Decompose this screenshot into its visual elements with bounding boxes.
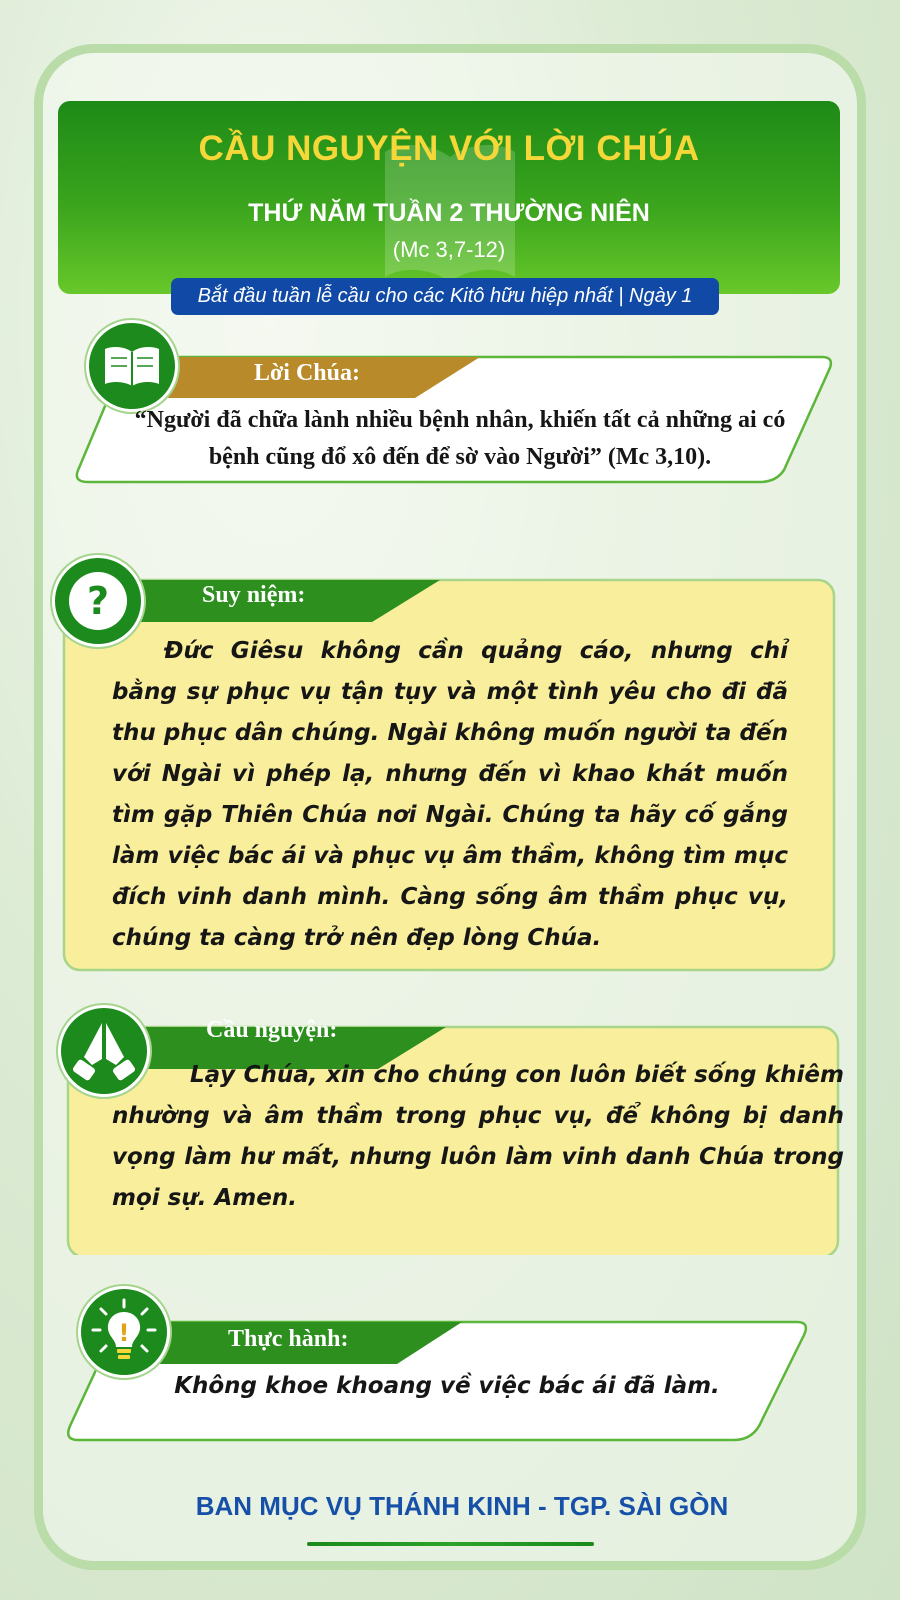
suy-niem-text: Đức Giêsu không cần quảng cáo, nhưng chỉ bằng sự phục vụ tận tụy và một tình yêu cho đi đã thu phục dân chúng. Ngài không muốn người ta đến với Ngài vì phép lạ, nhưng đến vì khao khát muốn tìm gặp Thiên Chúa nơi Ngài. Chúng ta hãy cố gắng làm việc bác ái và phục vụ âm thầm, không tìm mục đích vinh danh mình. Càng sống âm thầm phục vụ, chúng ta càng trở nên đẹp lòng Chúa. [112,638,788,951]
section-suy-niem [50,555,840,975]
svg-text:?: ? [86,579,110,623]
header-panel [58,101,840,294]
loi-chua-badge [86,320,178,412]
scripture-reference: (Mc 3,7-12) [392,237,506,262]
section-cau-nguyen [56,1005,846,1255]
footer-credit: BAN MỤC VỤ THÁNH KINH - TGP. SÀI GÒN [195,1491,729,1521]
svg-text:!: ! [118,1319,130,1347]
footer-underline [307,1542,594,1546]
page-subtitle: THỨ NĂM TUẦN 2 THƯỜNG NIÊN [248,199,650,227]
thuc-hanh-label: Thực hành: [228,1326,349,1352]
cau-nguyen-label: Cầu nguyện: [206,1017,338,1043]
lightbulb-icon [89,1297,159,1367]
thuc-hanh-badge [78,1286,170,1378]
cau-nguyen-text: Lạy Chúa, xin cho chúng con luôn biết sống khiêm nhường và âm thầm trong phục vụ, để không bị danh vọng làm hư mất, nhưng luôn làm vinh danh Chúa trong mọi sự. Amen. [112,1062,844,1211]
loi-chua-label: Lời Chúa: [254,360,360,386]
loi-chua-verse: “Người đã chữa lành nhiều bệnh nhân, khiến tất cả những ai có bệnh cũng đổ xô đến để sờ vào Người” (Mc 3,10). [134,407,786,470]
suy-niem-label: Suy niệm: [202,582,306,608]
section-thuc-hanh [62,1288,832,1448]
week-banner: Bắt đầu tuần lễ cầu cho các Kitô hữu hiệp nhất | Ngày 1 [171,278,719,315]
section-loi-chua [70,320,840,495]
question-icon [67,570,129,632]
thuc-hanh-text: Không khoe khoang về việc bác ái đã làm. [174,1373,720,1399]
open-book-icon [102,344,162,388]
page-title: CẦU NGUYỆN VỚI LỜI CHÚA [198,129,700,168]
